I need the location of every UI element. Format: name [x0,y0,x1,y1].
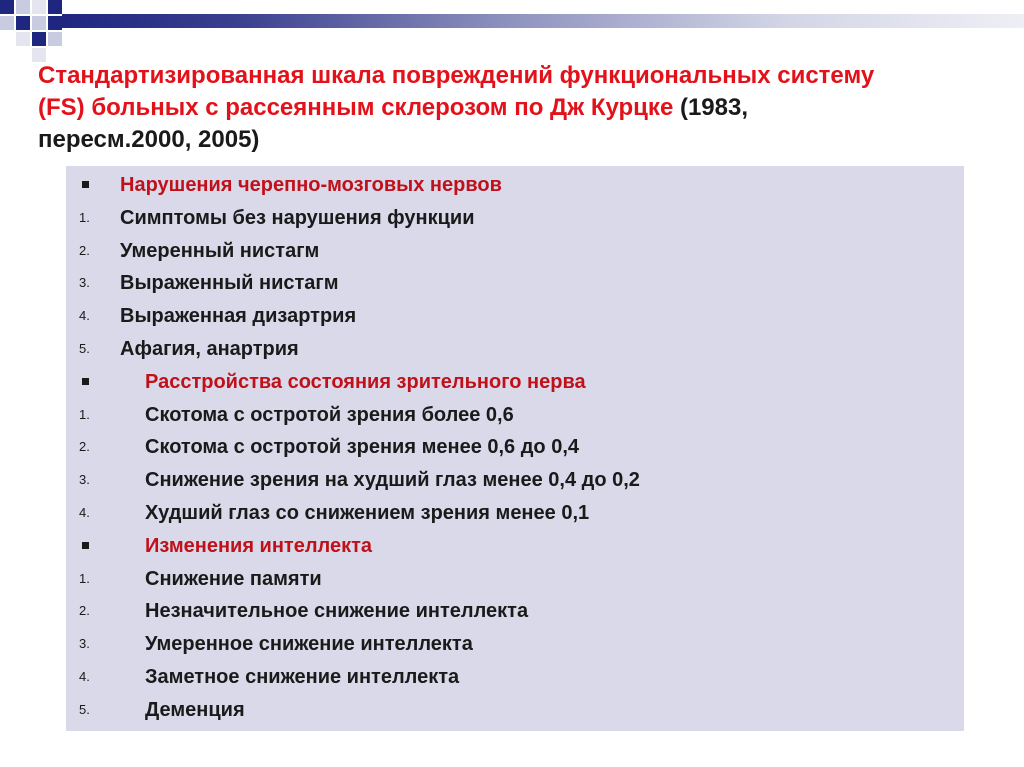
list-item [66,431,964,464]
item-number: 3. [79,472,90,488]
item-number: 4. [79,308,90,324]
list-item [66,563,964,596]
top-gradient-bar [62,14,1024,28]
section-header [66,169,964,202]
item-text: Снижение зрения на худший глаз менее 0,4 до 0,2 [145,469,640,492]
deco-square [48,16,62,30]
section-header-label: Изменения интеллекта [145,534,373,557]
item-number: 1. [79,406,90,422]
list-item [66,661,964,694]
item-number: 1. [79,209,90,225]
item-text: Деменция [145,698,245,721]
list-item [66,235,964,268]
deco-square [32,0,46,14]
square-bullet-icon [82,530,89,563]
item-text: Выраженная дизартрия [120,305,357,328]
title-line-3: пересм.2000, 2005) [38,126,260,153]
list-item [66,267,964,300]
item-text: Скотома с остротой зрения более 0,6 [145,403,514,426]
deco-square [48,32,62,46]
title-line-1: Стандартизированная шкала повреждений функциональных систему [38,62,875,89]
fs-scale-list [66,169,964,727]
square-bullet-icon [82,366,89,399]
list-item [66,300,964,333]
title-line-2-red: (FS) больных с рассеянным склерозом по Дж Курцке [38,94,674,121]
item-text: Незначительное снижение интеллекта [145,600,529,623]
item-text: Умеренное снижение интеллекта [145,633,473,656]
item-number: 5. [79,340,90,356]
item-number: 1. [79,570,90,586]
slide-title [38,60,1024,156]
item-text: Снижение памяти [145,567,322,590]
item-number: 3. [79,636,90,652]
content-panel [66,166,964,731]
item-number: 4. [79,668,90,684]
section-header [66,530,964,563]
item-number: 3. [79,275,90,291]
item-number: 2. [79,242,90,258]
deco-square [0,16,14,30]
deco-square [32,32,46,46]
item-text: Заметное снижение интеллекта [145,665,460,688]
deco-square [48,0,62,14]
list-item [66,628,964,661]
item-text: Худший глаз со снижением зрения менее 0,1 [145,501,590,524]
deco-square [0,0,14,14]
item-text: Скотома с остротой зрения менее 0,6 до 0,4 [145,436,580,459]
title-line-2-year: (1983, [673,94,749,121]
list-item [66,497,964,530]
title-line-2 [38,92,1024,124]
item-text: Выраженный нистагм [120,272,339,295]
item-number: 2. [79,603,90,619]
decorative-squares [0,0,90,60]
list-item [66,694,964,727]
item-text: Симптомы без нарушения функции [120,206,475,229]
section-header-label: Нарушения черепно-мозговых нервов [120,174,502,196]
deco-square [32,16,46,30]
deco-square [16,16,30,30]
section-header [66,366,964,399]
deco-square [16,0,30,14]
item-text: Умеренный нистагм [120,239,320,262]
list-item [66,595,964,628]
item-number: 4. [79,504,90,520]
list-item [66,464,964,497]
item-number: 2. [79,439,90,455]
item-number: 5. [79,701,90,717]
square-bullet-icon [82,169,89,202]
deco-square [16,32,30,46]
list-item [66,399,964,432]
list-item [66,202,964,235]
section-header-label: Расстройства состояния зрительного нерва [145,370,586,393]
item-text: Афагия, анартрия [120,337,299,360]
list-item [66,333,964,366]
